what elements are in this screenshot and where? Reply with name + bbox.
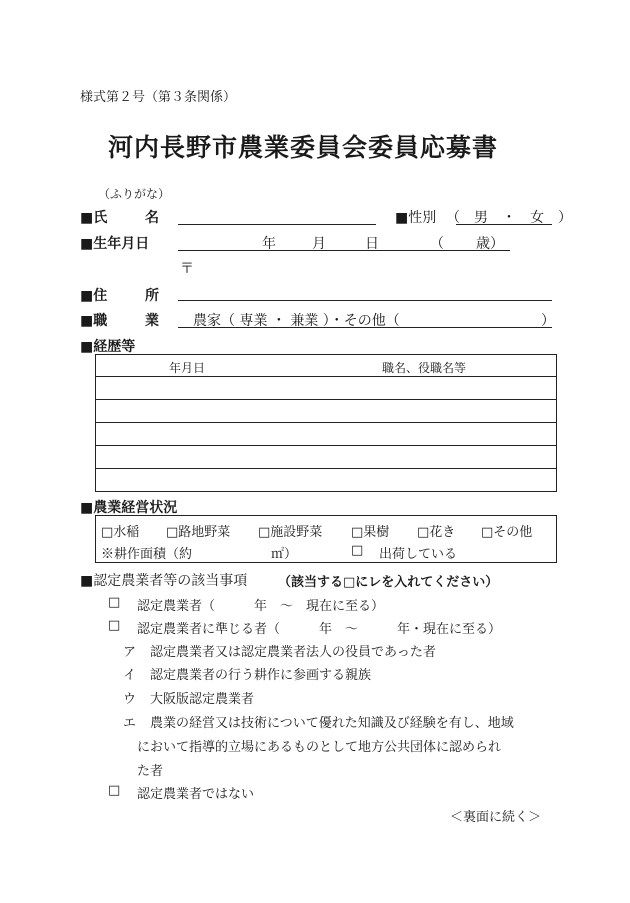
- certified-item-1: 認定農業者（ 年 ～ 現在に至る）: [137, 599, 385, 614]
- continued-note: ＜裏面に続く＞: [450, 810, 542, 825]
- farm-heading: ■農業経営状況: [80, 500, 178, 516]
- career-cell[interactable]: [96, 469, 557, 492]
- birth-month: 月: [312, 236, 326, 252]
- sub-text-e-line2: において指導的立場にあるものとして地方公共団体に認められ: [137, 740, 502, 755]
- birth-label: ■生年月日: [80, 236, 150, 252]
- farm-option-greenhouse[interactable]: □施設野菜: [258, 525, 323, 540]
- gender-options[interactable]: （ 男 ・ 女 ）: [446, 210, 572, 226]
- occupation-label-b: 業: [145, 313, 159, 329]
- farm-area-label: ※耕作面積（約: [101, 547, 193, 562]
- certified-heading: ■認定農業者等の該当事項: [80, 573, 248, 589]
- career-header-cell: [96, 355, 557, 377]
- sub-text-i: 認定農業者の行う耕作に参画する親族: [150, 668, 372, 683]
- farm-option-fruit[interactable]: □果樹: [351, 525, 390, 540]
- sub-text-e: 農業の経営又は技術について優れた知識及び経験を有し、地域: [150, 716, 514, 731]
- certified-checkbox-2[interactable]: □: [108, 618, 121, 633]
- table-row[interactable]: [96, 469, 557, 492]
- table-row[interactable]: [96, 400, 557, 423]
- occupation-underline: [178, 327, 552, 328]
- certified-checkbox-1[interactable]: □: [108, 595, 121, 610]
- gender-underline: [456, 224, 552, 225]
- page-title: 河内長野市農業委員会委員応募書: [108, 133, 499, 162]
- farm-box: [95, 515, 557, 563]
- career-table: [95, 354, 557, 492]
- address-label-b: 所: [145, 288, 159, 304]
- ship-checkbox[interactable]: □: [351, 543, 364, 558]
- sub-text-a: 認定農業者又は認定農業者法人の役員であった者: [150, 645, 436, 660]
- farm-option-rice[interactable]: □水稲: [101, 525, 140, 540]
- certified-item-3: 認定農業者ではない: [137, 787, 255, 802]
- career-header-row: [96, 355, 557, 377]
- name-label-b: 名: [145, 210, 159, 226]
- farm-option-other[interactable]: □その他: [481, 525, 533, 540]
- career-col-date: 年月日: [169, 361, 206, 375]
- table-row[interactable]: [96, 377, 557, 400]
- age-open: （: [430, 236, 444, 252]
- sub-text-u: 大阪版認定農業者: [150, 692, 255, 707]
- occupation-label-a: ■職: [80, 313, 108, 329]
- table-row[interactable]: [96, 446, 557, 469]
- name-label-a: ■氏: [80, 210, 108, 226]
- birth-day: 日: [365, 236, 379, 252]
- career-heading: ■経歴等: [80, 339, 136, 355]
- address-field[interactable]: [178, 300, 552, 301]
- age-label: 歳）: [476, 236, 504, 252]
- farm-option-flowers[interactable]: □花き: [417, 525, 456, 540]
- career-col-title: 職名、役職名等: [382, 361, 467, 375]
- certified-checkbox-3[interactable]: □: [108, 783, 121, 798]
- career-cell[interactable]: [96, 377, 557, 400]
- career-cell[interactable]: [96, 446, 557, 469]
- sub-mark-a: ア: [123, 645, 137, 660]
- gender-label: ■性別: [395, 210, 437, 226]
- sub-mark-i: イ: [123, 668, 137, 683]
- birth-field[interactable]: [178, 250, 510, 251]
- career-cell[interactable]: [96, 400, 557, 423]
- name-field[interactable]: [178, 224, 376, 225]
- certified-item-2: 認定農業者に準じる者（ 年 ～ 年・現在に至る）: [137, 622, 502, 637]
- farm-area-unit: ㎡）: [271, 547, 298, 562]
- sub-text-e-line3: た者: [137, 764, 164, 779]
- occupation-close: ）: [541, 313, 555, 329]
- sub-mark-u: ウ: [123, 692, 137, 707]
- career-cell[interactable]: [96, 423, 557, 446]
- sub-mark-e: エ: [123, 716, 137, 731]
- address-label-a: ■住: [80, 288, 108, 304]
- furigana-label: （ふりがな）: [98, 187, 171, 201]
- table-row[interactable]: [96, 423, 557, 446]
- postal-mark: 〒: [180, 261, 194, 277]
- farm-option-open-field[interactable]: □路地野菜: [166, 525, 231, 540]
- certified-instruction: （該当する□にレを入れてください）: [278, 575, 499, 590]
- birth-year: 年: [262, 236, 276, 252]
- form-number: 様式第２号（第３条関係）: [80, 90, 237, 105]
- occupation-value[interactable]: 農家（ 専業 ・ 兼業 ）・その他（: [193, 313, 400, 329]
- ship-label: 出荷している: [379, 547, 458, 562]
